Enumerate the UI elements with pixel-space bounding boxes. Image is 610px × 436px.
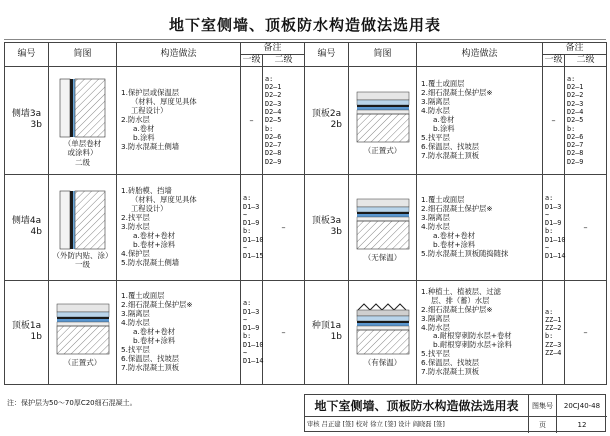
ref-code: D2–9 (265, 157, 282, 166)
method-step: 1.覆土或面层 (121, 291, 165, 301)
slab-section-sketch (354, 300, 412, 358)
ref-code: ZZ–1 (545, 315, 562, 324)
method-steps (117, 66, 241, 174)
ref-code: D2–4 (567, 108, 584, 117)
title-block (304, 394, 606, 432)
sketch-caption: （正置式） (63, 358, 102, 368)
ref-code: b: (545, 332, 554, 341)
method-step: 2.找平层 (121, 213, 150, 223)
ref-code: D2–3 (567, 99, 584, 108)
method-step: b.卷材+涂料 (133, 335, 176, 345)
method-step: b.卷材+涂料 (433, 239, 476, 249)
method-steps (417, 280, 543, 384)
method-step: 3.隔离层 (421, 313, 450, 323)
sketch-cell (49, 66, 117, 174)
ref-code: D1–9 (545, 219, 562, 228)
ref-code: a: (567, 74, 576, 83)
method-step: 7.防水混凝土顶板 (421, 150, 480, 160)
item-code (305, 66, 349, 174)
grade1-empty: – (241, 66, 263, 174)
sketch-caption: （有保温） (363, 358, 402, 368)
ref-code: D1–9 (243, 324, 260, 333)
col-remark: 备注 (241, 43, 305, 55)
ref-code: D1–10 (243, 235, 264, 244)
method-step: 5.找平层 (121, 344, 150, 354)
grade2-refs (565, 66, 607, 174)
signature-row: 审核 吕正建 [签] 校对 徐立 [签] 设计 阎晓磊 [签] (305, 417, 529, 433)
method-step: 3.隔离层 (421, 213, 450, 223)
method-step: 4.保护层 (121, 248, 150, 258)
ref-code: b: (243, 332, 252, 341)
item-name: 侧墙4a (11, 216, 42, 227)
method-steps (117, 280, 241, 384)
col-grade2-r: 二级 (565, 54, 607, 66)
grade2-empty: – (263, 280, 305, 384)
item-variant: 3b (30, 120, 42, 131)
drawing-sheet (4, 6, 606, 432)
item-name: 顶板1a (11, 321, 42, 332)
ref-code: D1–10 (545, 235, 566, 244)
grade2-refs (263, 66, 305, 174)
ref-code: D2–2 (567, 91, 584, 100)
ref-code: a: (545, 194, 554, 203)
sheet-title-text: 地下室侧墙、顶板防水构造做法选用表 (168, 16, 441, 34)
ref-code: a: (243, 194, 252, 203)
item-name: 侧墙3a (11, 109, 42, 120)
grade1-refs (543, 174, 565, 280)
method-step: （材料、厚度见具体 (131, 195, 197, 205)
method-step: 6.保温层、找坡层 (421, 358, 480, 368)
method-step: b.涂料 (133, 132, 155, 142)
method-step: 2.细石混凝土保护层※ (421, 204, 493, 214)
grade1-refs (543, 280, 565, 384)
ref-code: ~ (243, 349, 248, 357)
ref-code: D2–3 (265, 99, 282, 108)
method-step: 3.防水层 (121, 221, 150, 231)
method-step: 4.防水层 (421, 221, 450, 231)
method-step: 2.防水层 (121, 114, 150, 124)
method-step: 1.覆土或面层 (421, 79, 465, 89)
sketch-caption: 二级 (75, 157, 90, 167)
method-steps (417, 174, 543, 280)
item-code (305, 280, 349, 384)
method-step: 1.覆土或面层 (421, 195, 465, 205)
sketch-caption: （正置式） (363, 146, 402, 156)
method-step: a.卷材+卷材 (133, 230, 176, 240)
ref-code: ZZ–3 (545, 340, 562, 349)
ref-code: ZZ–2 (545, 324, 562, 333)
ref-code: ~ (545, 210, 550, 219)
ref-code: D2–1 (567, 83, 584, 92)
method-step: a.卷材+卷材 (433, 230, 476, 240)
ref-code: D2–7 (567, 141, 584, 150)
method-step: 4.防水层 (421, 106, 450, 116)
header-row (5, 43, 607, 55)
method-step: 6.保温层、找坡层 (421, 141, 480, 151)
method-step: 3.隔离层 (121, 309, 150, 319)
footnote: 注：保护层为50～70厚C20细石混凝土。 (7, 399, 137, 407)
ref-code: a: (265, 74, 274, 83)
slab-section-sketch (354, 88, 412, 146)
item-variant: 3b (330, 227, 343, 238)
ref-code: ~ (243, 210, 248, 219)
col-grade2: 二级 (263, 54, 305, 66)
item-variant: 4b (30, 227, 42, 238)
ref-code: b: (243, 227, 252, 236)
item-variant: 2b (330, 120, 343, 131)
ref-code: D2–1 (265, 83, 282, 92)
sketch-cell (49, 280, 117, 384)
col-sketch-r: 简图 (349, 43, 417, 67)
method-step: 层、排（蓄）水层 (431, 295, 490, 305)
ref-code: D1–3 (243, 307, 260, 316)
item-code (5, 280, 49, 384)
method-step: 5.防水混凝土顶板随捣随抹 (421, 248, 509, 258)
col-grade1: 一级 (242, 54, 261, 65)
sketch-cell (49, 174, 117, 280)
item-name: 顶板2a (311, 109, 342, 120)
ref-code: a: (243, 299, 252, 308)
page-number: 12 (577, 421, 587, 429)
ref-code: D2–7 (265, 141, 282, 150)
method-step: 6.保温层、找坡层 (121, 353, 180, 363)
method-step: a.卷材+卷材 (133, 326, 176, 336)
table-row (5, 66, 607, 174)
ref-code: D1–3 (545, 202, 562, 211)
sketch-caption: 或涂料） (67, 148, 98, 158)
atlas-number: 20CJ40-48 (557, 395, 607, 417)
grade2-empty: – (565, 174, 607, 280)
title-block-title: 地下室侧墙、顶板防水构造做法选用表 (305, 395, 529, 417)
sketch-caption: （外防内贴、涂） (52, 250, 113, 260)
wall-section-sketch (58, 189, 108, 251)
atlas-label: 图集号 (529, 395, 557, 417)
ref-code: D2–4 (265, 108, 282, 117)
ref-code: D1–3 (243, 202, 260, 211)
method-step: 4.防水层 (421, 322, 450, 332)
sketch-caption: （单层卷材 (63, 139, 102, 149)
method-step: 1.保护层或保温层 (121, 88, 180, 98)
ref-code: D1–10 (243, 340, 264, 349)
item-code (5, 174, 49, 280)
method-step: 5.找平层 (421, 132, 450, 142)
method-step: （材料、厚度见具体 (131, 97, 197, 107)
ref-code: D1–15 (243, 252, 264, 261)
grade1-refs (241, 174, 263, 280)
method-step: 2.细石混凝土保护层※ (421, 304, 493, 314)
method-step: 3.隔离层 (421, 97, 450, 107)
col-sketch: 简图 (49, 43, 117, 67)
ref-code: ZZ–4 (545, 349, 562, 357)
method-step: 4.防水层 (121, 318, 150, 328)
sheet-title (4, 10, 606, 40)
table-row (5, 174, 607, 280)
ref-code: D2–2 (265, 91, 282, 100)
method-step: 5.找平层 (421, 349, 450, 359)
col-grade1-r: 一级 (544, 54, 563, 65)
ref-code: D2–8 (567, 149, 584, 158)
sketch-caption: 一级 (75, 259, 90, 269)
method-steps (117, 174, 241, 280)
ref-code: ~ (243, 315, 248, 324)
item-variant: 1b (30, 332, 42, 343)
item-code (5, 66, 49, 174)
selection-table (4, 42, 607, 385)
table-row (5, 280, 607, 384)
grade2-empty: – (565, 280, 607, 384)
col-code-r: 编号 (305, 43, 349, 67)
method-step: 2.细石混凝土保护层※ (121, 300, 193, 310)
method-step: 工程设计） (131, 106, 168, 116)
slab-section-sketch (54, 300, 112, 358)
ref-code: D1–14 (545, 252, 566, 261)
col-method: 构造做法 (117, 43, 241, 67)
method-step: 7.防水混凝土顶板 (121, 362, 180, 372)
grade2-empty: – (263, 174, 305, 280)
item-variant: 1b (330, 332, 343, 343)
item-name: 顶板3a (311, 216, 342, 227)
grade1-empty: – (543, 66, 565, 174)
ref-code: ~ (243, 244, 248, 252)
page-label: 页 (529, 417, 557, 433)
ref-code: D2–5 (265, 116, 282, 125)
ref-code: D2–6 (567, 132, 584, 141)
ref-code: b: (545, 227, 554, 236)
ref-code: b: (265, 124, 274, 133)
method-step: 2.细石混凝土保护层※ (421, 88, 493, 98)
method-step: 7.防水混凝土顶板 (421, 367, 480, 376)
method-step: a.耐根穿刺防水层+卷材 (433, 331, 512, 341)
ref-code: D2–5 (567, 116, 584, 125)
ref-code: D2–6 (265, 132, 282, 141)
col-method-r: 构造做法 (417, 43, 543, 67)
method-step: b.耐根穿刺防水层+涂料 (433, 340, 512, 350)
sketch-cell (349, 66, 417, 174)
col-code: 编号 (5, 43, 49, 67)
method-step: b.涂料 (433, 123, 455, 133)
method-step: 工程设计） (131, 204, 168, 214)
method-step: a.卷材 (433, 114, 455, 124)
grade1-refs (241, 280, 263, 384)
method-step: a.卷材 (133, 123, 155, 133)
item-name: 种顶1a (311, 321, 342, 332)
ref-code: a: (545, 307, 554, 316)
method-step: 1.砖胎模、挡墙 (121, 186, 172, 196)
ref-code: ~ (545, 244, 550, 252)
method-step: 5.防水混凝土侧墙 (121, 257, 180, 267)
ref-code: D2–8 (265, 149, 282, 158)
ref-code: D2–9 (567, 157, 584, 166)
sketch-caption: （无保温） (363, 253, 402, 263)
method-step: 3.防水混凝土侧墙 (121, 141, 180, 151)
method-steps (417, 66, 543, 174)
sketch-cell (349, 174, 417, 280)
item-code (305, 174, 349, 280)
ref-code: b: (567, 124, 576, 133)
method-step: b.卷材+涂料 (133, 239, 176, 249)
wall-section-sketch (58, 77, 108, 139)
ref-code: D1–14 (243, 357, 264, 366)
col-remark-r: 备注 (543, 43, 607, 55)
method-step: 1.种植土、植被层、过滤 (421, 286, 501, 296)
sketch-cell (349, 280, 417, 384)
ref-code: D1–9 (243, 219, 260, 228)
slab-section-sketch (354, 195, 412, 253)
